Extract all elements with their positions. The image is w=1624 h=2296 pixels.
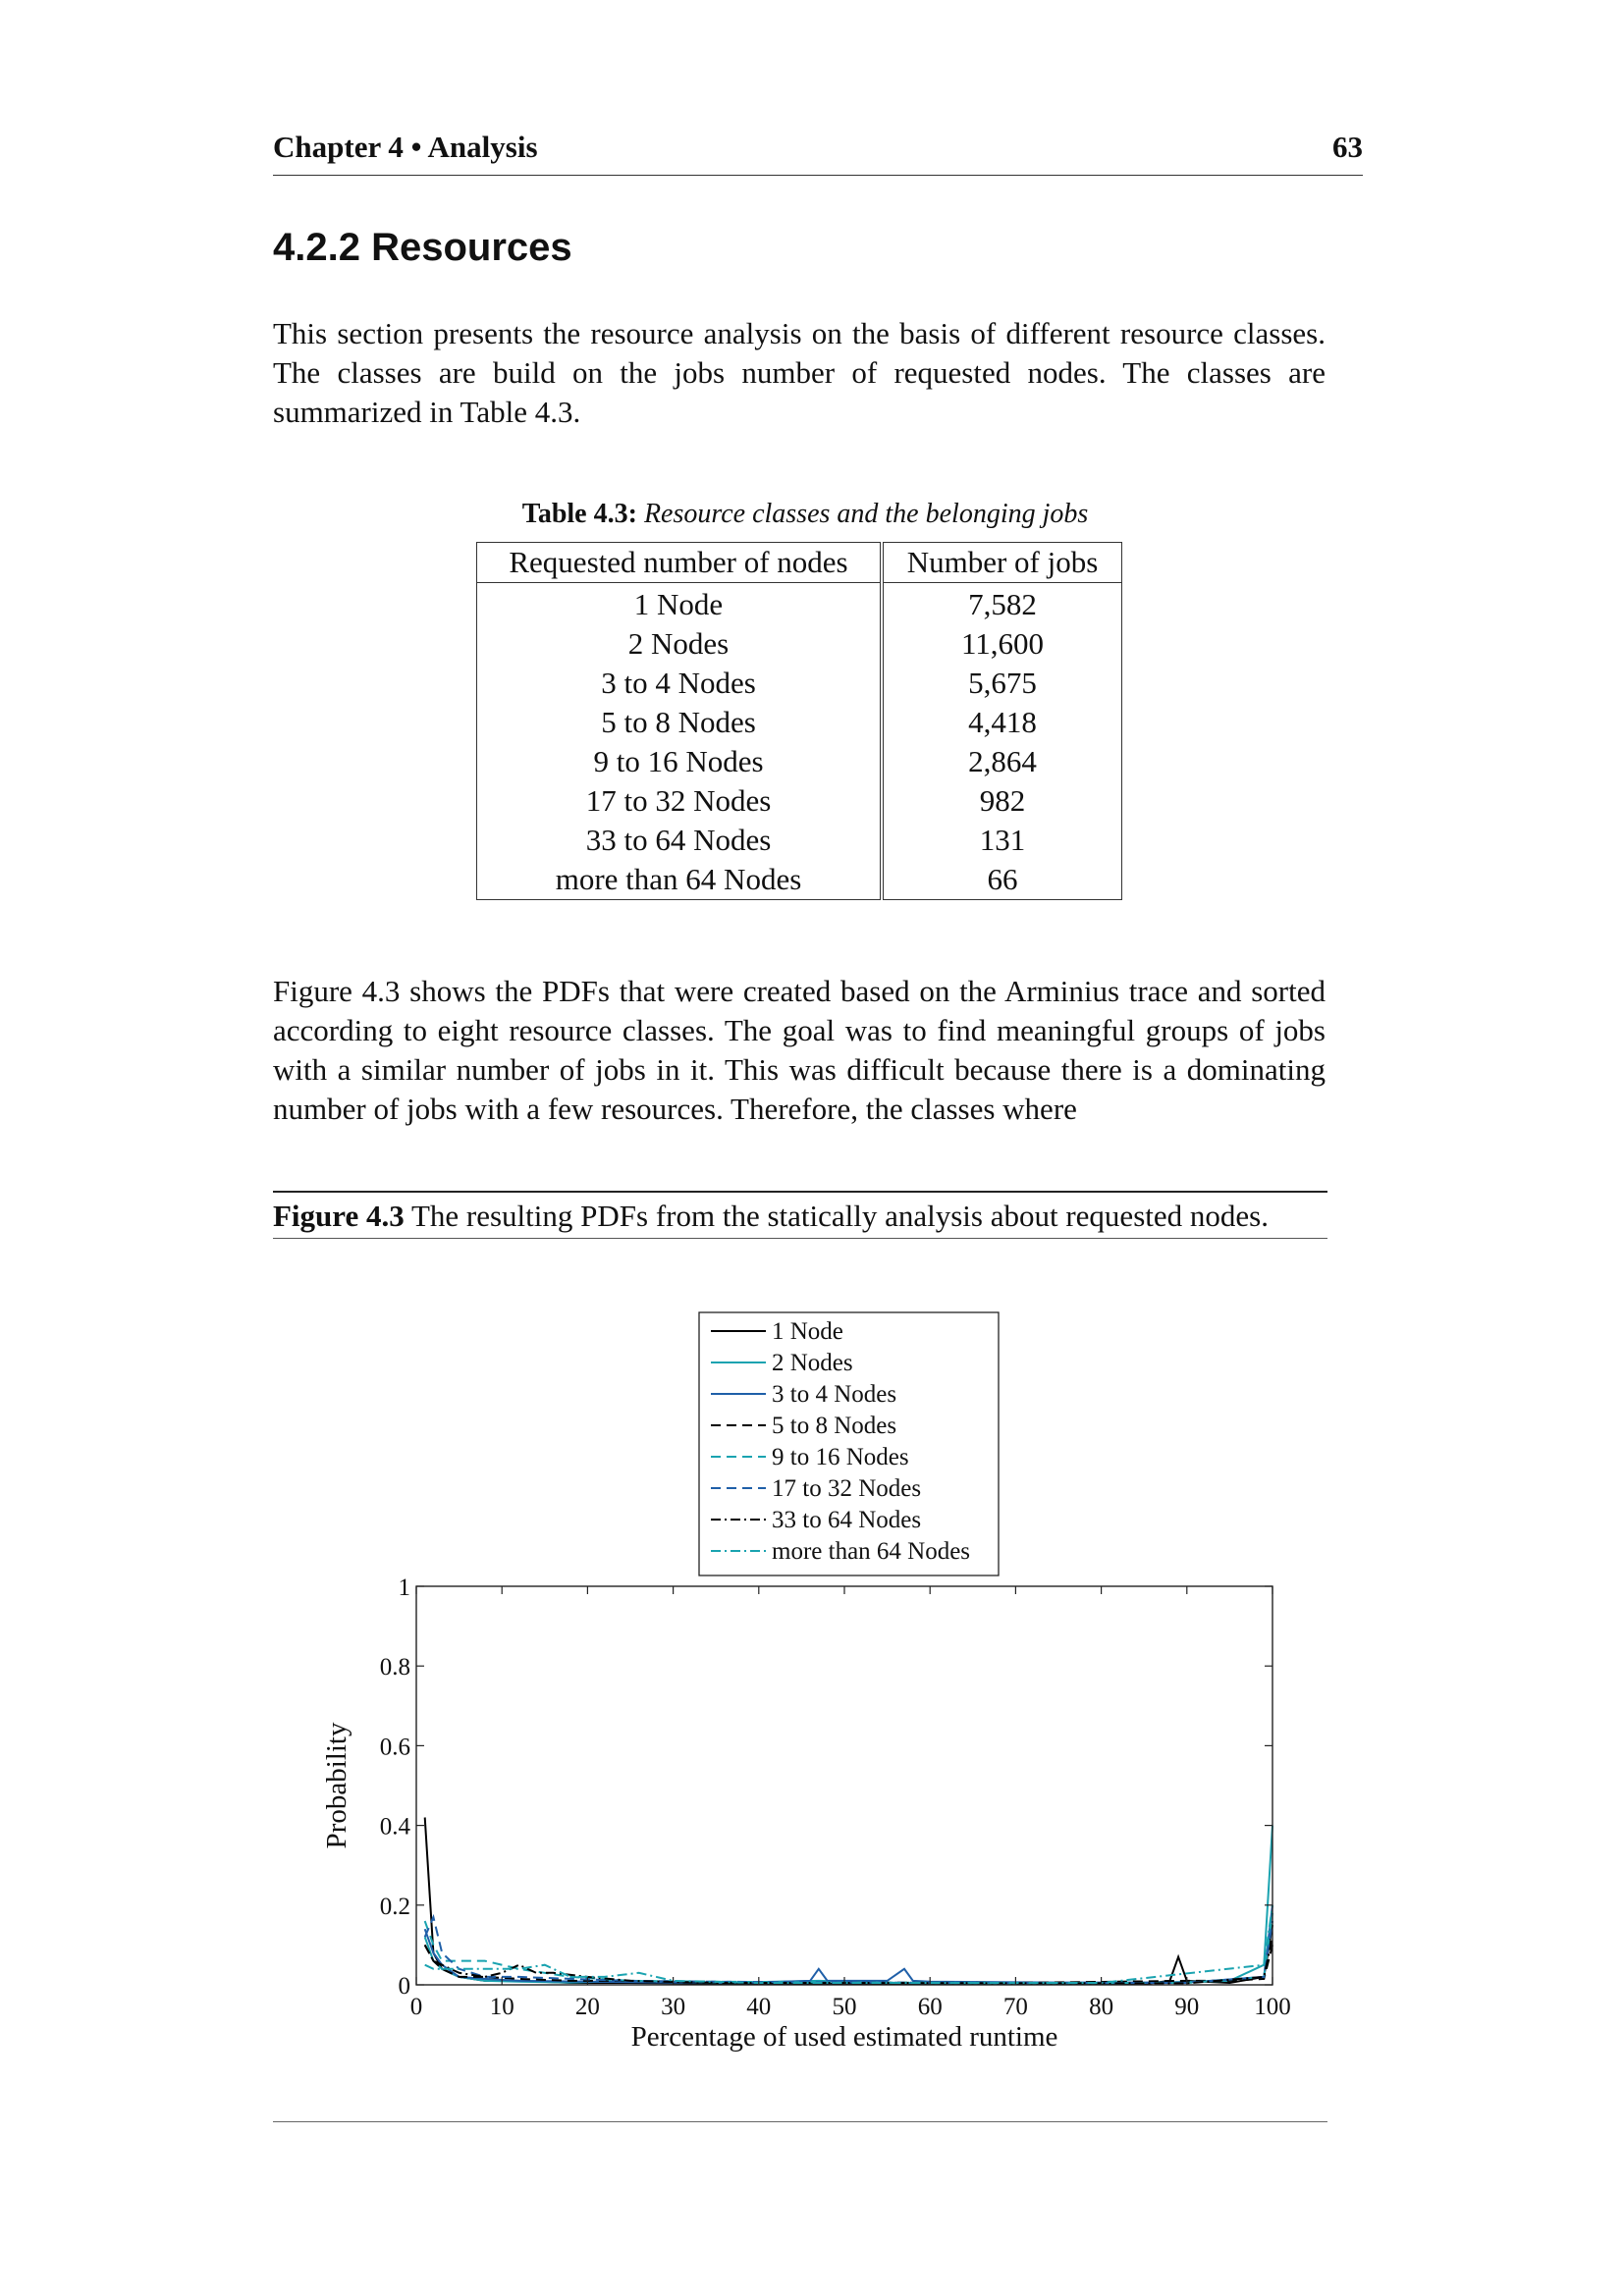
series-line-2 xyxy=(425,1826,1272,1984)
table-cell: 3 to 4 Nodes xyxy=(477,664,883,703)
series-line-3 xyxy=(425,1905,1272,1983)
x-tick-label: 90 xyxy=(1174,1994,1200,2020)
figure-caption-text: The resulting PDFs from the statically analysis about requested nodes. xyxy=(410,1199,1269,1233)
x-tick-label: 20 xyxy=(574,1994,600,2020)
series-line-8 xyxy=(425,1905,1272,1983)
x-tick-label: 60 xyxy=(917,1994,943,2020)
x-tick-label: 0 xyxy=(409,1994,423,2020)
chapter-title: Chapter 4 • Analysis xyxy=(273,130,538,164)
plot-frame xyxy=(416,1586,1272,1985)
table-row xyxy=(477,624,1122,664)
table-cell: 11,600 xyxy=(960,626,1045,661)
table-header-cell: Number of jobs xyxy=(882,543,1122,583)
x-tick-label: 100 xyxy=(1254,1994,1291,2020)
table-cell: 9 to 16 Nodes xyxy=(477,742,883,781)
table-cell: 982 xyxy=(979,783,1026,818)
y-tick-label: 1 xyxy=(398,1575,410,1601)
table-cell: 4,418 xyxy=(968,705,1037,739)
section-title: 4.2.2 Resources xyxy=(273,226,572,269)
table-cell: 1 Node xyxy=(477,583,883,625)
table-cell: 33 to 64 Nodes xyxy=(477,821,883,860)
table-row xyxy=(477,860,1122,900)
page-number: 63 xyxy=(1332,130,1363,164)
series-line-1 xyxy=(425,1818,1272,1985)
table-row xyxy=(477,821,1122,860)
table-cell: 131 xyxy=(979,823,1026,857)
page-header xyxy=(273,130,1363,176)
table-cell: 5 to 8 Nodes xyxy=(477,703,883,742)
table-caption-label: Table 4.3: xyxy=(521,499,637,529)
legend-label-1: 1 Node xyxy=(772,1318,843,1345)
y-tick-label: 0.4 xyxy=(379,1813,410,1841)
table-header-row xyxy=(477,543,1122,583)
resource-classes-table xyxy=(476,542,1122,900)
table-cell: 5,675 xyxy=(968,666,1037,700)
table-header-cell: Requested number of nodes xyxy=(477,543,883,583)
table-cell: 66 xyxy=(987,862,1018,896)
x-tick-label: 10 xyxy=(489,1994,514,2020)
legend-label-8: more than 64 Nodes xyxy=(772,1538,971,1565)
table-row xyxy=(477,781,1122,821)
y-axis-label: Probability xyxy=(321,1722,352,1849)
table-cell: 17 to 32 Nodes xyxy=(477,781,883,821)
y-tick-label: 0.8 xyxy=(379,1654,410,1682)
bottom-rule xyxy=(273,2121,1327,2122)
table-cell: 7,582 xyxy=(968,587,1037,621)
y-tick-label: 0.6 xyxy=(379,1734,410,1761)
legend-label-3: 3 to 4 Nodes xyxy=(772,1381,897,1408)
table-row xyxy=(477,583,1122,625)
figure-label: Figure 4.3 xyxy=(273,1199,405,1233)
table-row xyxy=(477,703,1122,742)
x-tick-label: 80 xyxy=(1089,1994,1114,2020)
table-caption xyxy=(314,499,1296,530)
table-cell: 2,864 xyxy=(968,744,1037,778)
x-tick-label: 50 xyxy=(832,1994,857,2020)
pdf-chart xyxy=(295,1296,1316,2061)
legend-label-5: 9 to 16 Nodes xyxy=(772,1444,909,1470)
x-tick-label: 40 xyxy=(746,1994,772,2020)
table-row xyxy=(477,664,1122,703)
x-axis-label: Percentage of used estimated runtime xyxy=(630,2021,1058,2053)
y-tick-label: 0.2 xyxy=(379,1893,410,1920)
figure-caption xyxy=(273,1191,1327,1239)
table-cell: 2 Nodes xyxy=(477,624,883,664)
series-line-7 xyxy=(425,1937,1272,1983)
paragraph-figure-intro: Figure 4.3 shows the PDFs that were created based on the Arminius trace and sorted according to eight resource classes. The goal was to find meaningful groups of jobs with a similar number of jobs in it. This was difficult because there is a dominating number of jobs with a few resources. Therefore, the classes where xyxy=(273,974,1326,1126)
table-caption-text: Resource classes and the belonging jobs xyxy=(643,499,1089,529)
x-tick-label: 70 xyxy=(1002,1994,1028,2020)
x-tick-label: 30 xyxy=(661,1994,686,2020)
table-cell: more than 64 Nodes xyxy=(477,860,883,900)
y-tick-label: 0 xyxy=(398,1973,410,2000)
table-row xyxy=(477,742,1122,781)
legend-label-6: 17 to 32 Nodes xyxy=(772,1475,922,1502)
paragraph-intro: This section presents the resource analysis on the basis of different resource classes. The classes are build on the jobs number of requested nodes. The classes are summarized in Table 4.3. xyxy=(273,316,1326,429)
legend-label-7: 33 to 64 Nodes xyxy=(772,1507,922,1533)
legend-label-4: 5 to 8 Nodes xyxy=(772,1413,897,1439)
legend-label-2: 2 Nodes xyxy=(772,1350,853,1376)
